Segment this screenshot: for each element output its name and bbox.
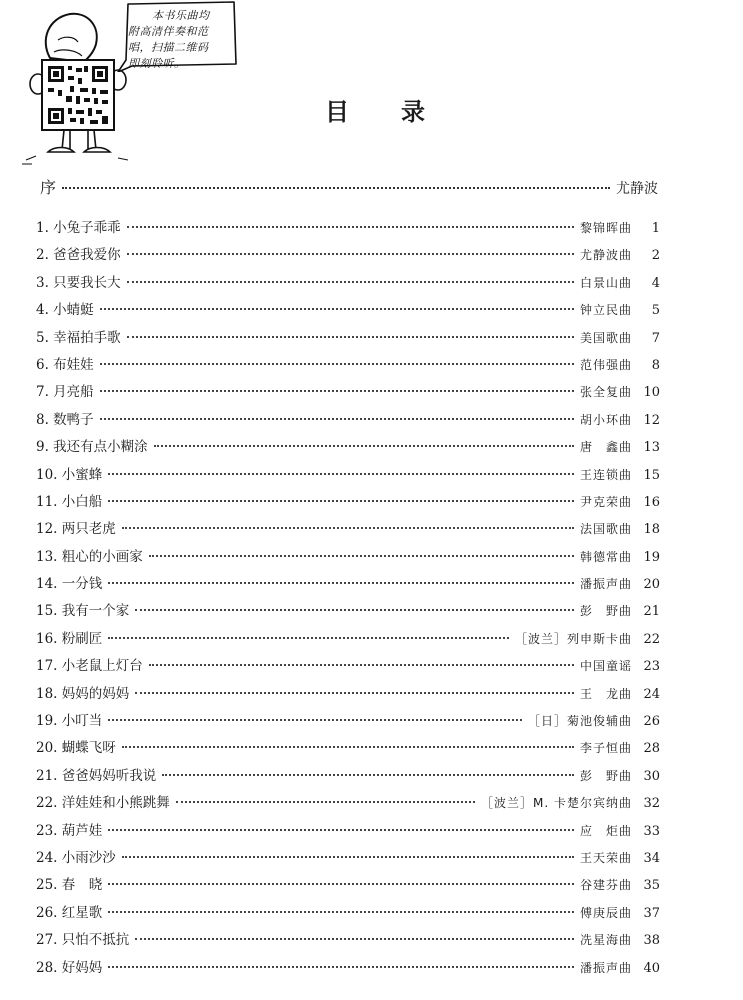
entry-credit: 张全复曲 bbox=[579, 385, 632, 400]
entry-page-number: 8 bbox=[651, 357, 660, 373]
toc-entry[interactable] bbox=[36, 216, 660, 243]
entry-page-number: 26 bbox=[643, 714, 660, 730]
dot-leader bbox=[108, 829, 574, 831]
entry-credit: ［波兰］列申斯卡曲 bbox=[514, 631, 632, 646]
entry-page-number: 21 bbox=[643, 604, 660, 620]
entry-title: 1. 小兔子乖乖 bbox=[36, 220, 121, 236]
qr-callout-text bbox=[128, 8, 236, 72]
dot-leader bbox=[100, 390, 574, 392]
entry-title: 11. 小白船 bbox=[36, 493, 103, 510]
entry-credit: 范伟强曲 bbox=[579, 357, 632, 372]
entry-page-number: 35 bbox=[643, 878, 660, 894]
entry-credit: 潘振声曲 bbox=[579, 577, 632, 592]
entry-credit: 彭 野曲 bbox=[579, 768, 632, 783]
entry-page-number: 23 bbox=[643, 659, 660, 675]
dot-leader bbox=[176, 801, 475, 803]
callout-line: 即刻聆听。 bbox=[128, 57, 186, 70]
entry-title: 12. 两只老虎 bbox=[36, 521, 116, 538]
dot-leader bbox=[122, 527, 574, 529]
preface-entry[interactable] bbox=[40, 175, 658, 199]
entry-title: 24. 小雨沙沙 bbox=[36, 849, 116, 866]
entry-title: 5. 幸福拍手歌 bbox=[36, 329, 121, 346]
dot-leader bbox=[108, 637, 509, 639]
entry-credit: 彭 野曲 bbox=[579, 604, 632, 619]
entry-credit: 法国歌曲 bbox=[579, 522, 632, 537]
dot-leader bbox=[127, 336, 574, 338]
toc-entry[interactable] bbox=[36, 490, 660, 517]
entry-credit: 中国童谣 bbox=[579, 659, 632, 674]
toc-entry[interactable] bbox=[36, 928, 660, 955]
toc-entry[interactable] bbox=[36, 873, 660, 900]
entry-credit: 王 龙曲 bbox=[579, 686, 632, 701]
toc-entry[interactable] bbox=[36, 956, 660, 983]
toc-entry[interactable] bbox=[36, 463, 660, 490]
entry-credit: 美国歌曲 bbox=[579, 330, 632, 345]
toc-entry[interactable] bbox=[36, 298, 660, 325]
entry-title: 22. 洋娃娃和小熊跳舞 bbox=[36, 795, 170, 812]
dot-leader bbox=[135, 938, 574, 940]
entry-credit: 钟立民曲 bbox=[579, 303, 632, 318]
toc-entry[interactable] bbox=[36, 627, 660, 654]
entry-title: 19. 小叮当 bbox=[36, 713, 103, 730]
entry-page-number: 22 bbox=[643, 631, 660, 647]
toc-entry[interactable] bbox=[36, 846, 660, 873]
entry-page-number: 18 bbox=[643, 522, 660, 538]
entry-title: 8. 数鸭子 bbox=[36, 411, 94, 428]
entry-title: 10. 小蜜蜂 bbox=[36, 466, 103, 483]
dot-leader bbox=[108, 719, 522, 721]
entry-title: 20. 蝴蝶飞呀 bbox=[36, 740, 116, 757]
dot-leader bbox=[122, 856, 574, 858]
toc-entry[interactable] bbox=[36, 791, 660, 818]
entry-credit: 冼星海曲 bbox=[579, 933, 632, 948]
dot-leader bbox=[100, 363, 574, 365]
entry-credit: ［日］菊池俊辅曲 bbox=[527, 714, 632, 729]
entry-title: 26. 红星歌 bbox=[36, 904, 103, 921]
dot-leader bbox=[108, 500, 574, 502]
toc-entry[interactable] bbox=[36, 736, 660, 763]
entry-page-number: 4 bbox=[651, 275, 660, 291]
entry-page-number: 37 bbox=[643, 905, 660, 921]
entry-page-number: 16 bbox=[643, 494, 660, 510]
entry-credit: 傅庚辰曲 bbox=[579, 905, 632, 920]
entry-page-number: 20 bbox=[643, 577, 660, 593]
entry-title: 15. 我有一个家 bbox=[36, 603, 130, 620]
entry-title: 18. 妈妈的妈妈 bbox=[36, 685, 130, 702]
toc-entry[interactable] bbox=[36, 326, 660, 353]
dot-leader bbox=[108, 883, 574, 885]
dot-leader bbox=[108, 966, 574, 968]
dot-leader bbox=[108, 911, 574, 913]
entry-credit: 胡小环曲 bbox=[579, 412, 632, 427]
preface-author: 尤静波 bbox=[616, 181, 658, 197]
entry-title: 17. 小老鼠上灯台 bbox=[36, 658, 143, 675]
toc-entry[interactable] bbox=[36, 353, 660, 380]
entry-title: 21. 爸爸妈妈听我说 bbox=[36, 767, 157, 784]
entry-title: 6. 布娃娃 bbox=[36, 356, 94, 373]
entry-title: 28. 好妈妈 bbox=[36, 959, 103, 976]
entry-page-number: 1 bbox=[651, 221, 660, 236]
entry-page-number: 2 bbox=[651, 248, 660, 264]
entry-credit: 唐 鑫曲 bbox=[579, 440, 632, 455]
dot-leader bbox=[108, 473, 574, 475]
toc-list bbox=[36, 216, 660, 983]
entry-page-number: 34 bbox=[643, 850, 660, 866]
entry-credit: 谷建芬曲 bbox=[579, 878, 632, 893]
entry-title: 9. 我还有点小糊涂 bbox=[36, 439, 148, 456]
dot-leader bbox=[135, 609, 574, 611]
dot-leader bbox=[100, 418, 574, 420]
dot-leader bbox=[154, 445, 574, 447]
entry-title: 16. 粉刷匠 bbox=[36, 630, 103, 647]
entry-title: 25. 春 晓 bbox=[36, 877, 103, 894]
entry-page-number: 12 bbox=[643, 412, 660, 428]
dot-leader bbox=[149, 664, 574, 666]
dot-leader bbox=[135, 692, 574, 694]
entry-credit: 应 炬曲 bbox=[579, 823, 632, 838]
entry-page-number: 24 bbox=[643, 686, 660, 702]
entry-page-number: 7 bbox=[651, 330, 660, 346]
toc-entry[interactable] bbox=[36, 271, 660, 298]
entry-page-number: 33 bbox=[643, 823, 660, 839]
entry-page-number: 15 bbox=[643, 467, 660, 483]
entry-title: 14. 一分钱 bbox=[36, 576, 103, 593]
dot-leader bbox=[127, 253, 574, 255]
entry-page-number: 28 bbox=[643, 741, 660, 757]
entry-title: 27. 只怕不抵抗 bbox=[36, 932, 130, 949]
toc-entry[interactable] bbox=[36, 901, 660, 928]
dot-leader bbox=[122, 746, 574, 748]
entry-title: 13. 粗心的小画家 bbox=[36, 548, 143, 565]
dot-leader bbox=[162, 774, 574, 776]
toc-entry[interactable] bbox=[36, 654, 660, 681]
toc-entry[interactable] bbox=[36, 243, 660, 270]
toc-entry[interactable] bbox=[36, 545, 660, 572]
entry-credit: 白景山曲 bbox=[579, 275, 632, 290]
dot-leader bbox=[127, 281, 574, 283]
dot-leader bbox=[108, 582, 574, 584]
entry-credit: 潘振声曲 bbox=[579, 960, 632, 975]
callout-line: 本书乐曲均 bbox=[152, 9, 210, 22]
entry-credit: 尤静波曲 bbox=[579, 248, 632, 263]
dot-leader bbox=[100, 308, 574, 310]
entry-page-number: 19 bbox=[643, 549, 660, 565]
toc-entry[interactable] bbox=[36, 572, 660, 599]
entry-credit: 王连锁曲 bbox=[579, 467, 632, 482]
entry-page-number: 40 bbox=[643, 960, 660, 976]
toc-entry[interactable] bbox=[36, 517, 660, 544]
toc-entry[interactable] bbox=[36, 682, 660, 709]
entry-credit: 韩德常曲 bbox=[579, 549, 632, 564]
entry-page-number: 13 bbox=[643, 440, 660, 456]
dot-leader bbox=[127, 226, 574, 228]
entry-page-number: 10 bbox=[643, 385, 660, 401]
entry-page-number: 5 bbox=[651, 303, 660, 319]
toc-entry[interactable] bbox=[36, 709, 660, 736]
entry-title: 23. 葫芦娃 bbox=[36, 822, 103, 839]
entry-title: 3. 只要我长大 bbox=[36, 274, 121, 291]
toc-entry[interactable] bbox=[36, 764, 660, 791]
entry-title: 7. 月亮船 bbox=[36, 384, 94, 401]
entry-title: 4. 小蜻蜓 bbox=[36, 302, 94, 319]
dot-leader bbox=[149, 555, 574, 557]
entry-page-number: 30 bbox=[643, 768, 660, 784]
toc-entry[interactable] bbox=[36, 819, 660, 846]
entry-credit: 王天荣曲 bbox=[579, 850, 632, 865]
page-title: 目录 bbox=[325, 98, 477, 126]
dot-leader bbox=[62, 187, 610, 189]
entry-page-number: 32 bbox=[643, 796, 660, 812]
callout-line: 附高清伴奏和范 bbox=[128, 25, 209, 38]
entry-credit: 李子恒曲 bbox=[579, 741, 632, 756]
entry-title: 2. 爸爸我爱你 bbox=[36, 247, 121, 264]
entry-credit: 尹克荣曲 bbox=[579, 494, 632, 509]
toc-entry[interactable] bbox=[36, 408, 660, 435]
toc-entry[interactable] bbox=[36, 380, 660, 407]
toc-entry[interactable] bbox=[36, 435, 660, 462]
preface-title: 序 bbox=[40, 178, 57, 197]
entry-page-number: 38 bbox=[643, 933, 660, 949]
entry-credit: ［波兰］M. 卡楚尔宾纳曲 bbox=[481, 796, 632, 811]
toc-entry[interactable] bbox=[36, 599, 660, 626]
entry-credit: 黎锦晖曲 bbox=[579, 221, 632, 235]
callout-line: 唱，扫描二维码 bbox=[128, 41, 209, 54]
